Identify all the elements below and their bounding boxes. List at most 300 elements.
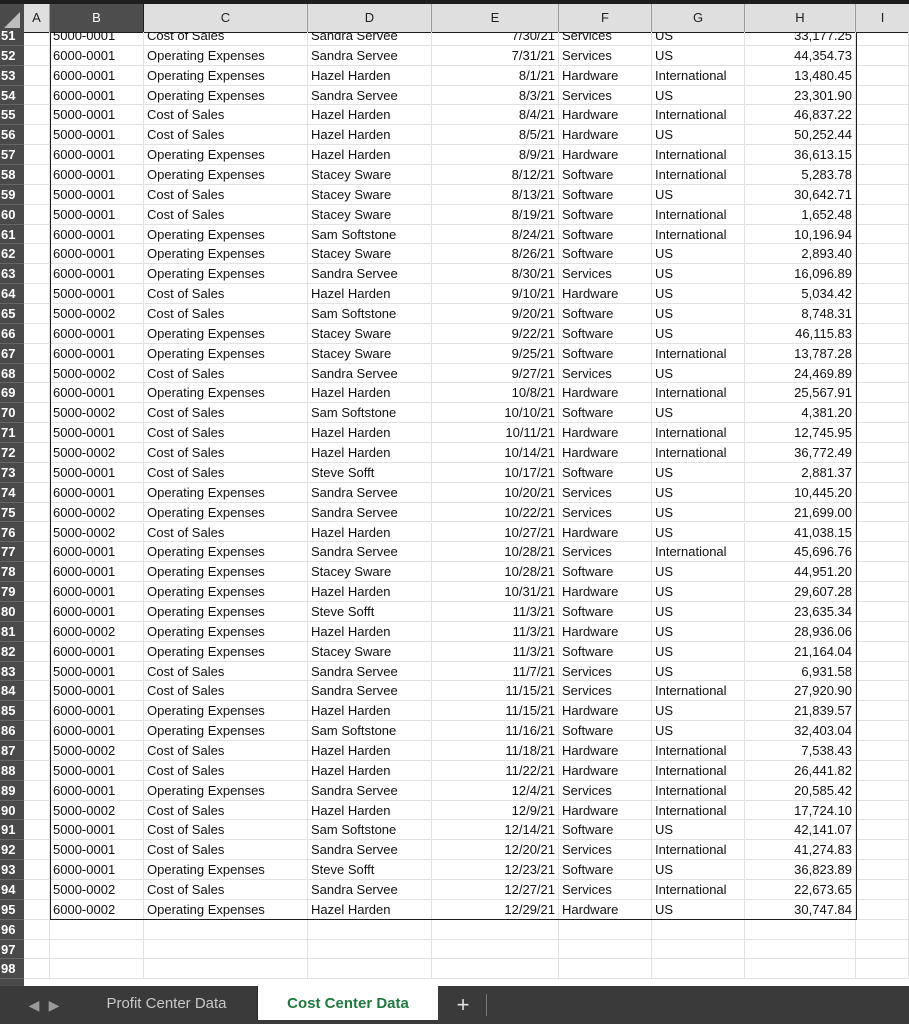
row-header[interactable]: 96: [0, 920, 24, 940]
cell-d[interactable]: Steve Sofft: [308, 860, 432, 879]
row-header[interactable]: 97: [0, 940, 24, 960]
cell-b[interactable]: 6000-0001: [50, 642, 144, 661]
cell-a[interactable]: [24, 523, 50, 542]
cell-h[interactable]: 46,115.83: [745, 324, 856, 343]
cell-i[interactable]: [856, 701, 909, 720]
row-header[interactable]: 80: [0, 602, 24, 622]
row-header[interactable]: 51: [0, 26, 24, 46]
cell-i[interactable]: [856, 105, 909, 124]
cell-g[interactable]: US: [652, 403, 745, 422]
cell-c[interactable]: Cost of Sales: [144, 523, 308, 542]
column-header-g[interactable]: G: [652, 4, 745, 32]
cell-g[interactable]: US: [652, 642, 745, 661]
cell-g[interactable]: [652, 940, 745, 959]
cell-c[interactable]: Operating Expenses: [144, 781, 308, 800]
cell-d[interactable]: [308, 940, 432, 959]
cell-c[interactable]: Operating Expenses: [144, 503, 308, 522]
cell-i[interactable]: [856, 344, 909, 363]
cell-i[interactable]: [856, 443, 909, 462]
column-header-f[interactable]: F: [559, 4, 652, 32]
cell-c[interactable]: Operating Expenses: [144, 602, 308, 621]
row-header[interactable]: 87: [0, 741, 24, 761]
cell-c[interactable]: Cost of Sales: [144, 741, 308, 760]
row-header[interactable]: 69: [0, 383, 24, 403]
cell-a[interactable]: [24, 562, 50, 581]
row-header[interactable]: 77: [0, 542, 24, 562]
cell-d[interactable]: Sandra Servee: [308, 364, 432, 383]
cell-g[interactable]: International: [652, 681, 745, 700]
cell-g[interactable]: US: [652, 185, 745, 204]
cell-e[interactable]: 11/15/21: [432, 681, 559, 700]
cell-f[interactable]: Software: [559, 205, 652, 224]
cell-e[interactable]: 8/1/21: [432, 66, 559, 85]
cell-b[interactable]: 5000-0002: [50, 523, 144, 542]
cell-i[interactable]: [856, 185, 909, 204]
row-header[interactable]: 70: [0, 403, 24, 423]
cell-g[interactable]: US: [652, 86, 745, 105]
cell-g[interactable]: US: [652, 483, 745, 502]
cell-e[interactable]: 8/9/21: [432, 145, 559, 164]
cell-b[interactable]: 6000-0001: [50, 542, 144, 561]
cell-c[interactable]: Cost of Sales: [144, 304, 308, 323]
cell-h[interactable]: 12,745.95: [745, 423, 856, 442]
cell-h[interactable]: 36,613.15: [745, 145, 856, 164]
row-header[interactable]: 63: [0, 264, 24, 284]
cell-e[interactable]: 7/30/21: [432, 32, 559, 45]
cell-a[interactable]: [24, 900, 50, 919]
cell-f[interactable]: Services: [559, 364, 652, 383]
cell-e[interactable]: 10/20/21: [432, 483, 559, 502]
cell-i[interactable]: [856, 602, 909, 621]
row-header[interactable]: 89: [0, 781, 24, 801]
cell-e[interactable]: 10/10/21: [432, 403, 559, 422]
row-header[interactable]: 64: [0, 284, 24, 304]
cell-g[interactable]: US: [652, 900, 745, 919]
cell-b[interactable]: 5000-0002: [50, 304, 144, 323]
cell-b[interactable]: [50, 920, 144, 939]
row-header[interactable]: 88: [0, 761, 24, 781]
cell-f[interactable]: Software: [559, 324, 652, 343]
cell-f[interactable]: [559, 920, 652, 939]
cell-h[interactable]: 36,823.89: [745, 860, 856, 879]
row-header[interactable]: 81: [0, 622, 24, 642]
cell-i[interactable]: [856, 642, 909, 661]
cell-g[interactable]: US: [652, 602, 745, 621]
cell-i[interactable]: [856, 860, 909, 879]
cell-d[interactable]: Hazel Harden: [308, 423, 432, 442]
cell-a[interactable]: [24, 940, 50, 959]
cell-e[interactable]: 9/10/21: [432, 284, 559, 303]
cell-c[interactable]: Operating Expenses: [144, 165, 308, 184]
cell-i[interactable]: [856, 463, 909, 482]
cell-c[interactable]: Operating Expenses: [144, 244, 308, 263]
cell-e[interactable]: 9/20/21: [432, 304, 559, 323]
row-header[interactable]: 60: [0, 205, 24, 225]
cell-h[interactable]: 23,635.34: [745, 602, 856, 621]
cell-i[interactable]: [856, 225, 909, 244]
cell-g[interactable]: US: [652, 860, 745, 879]
cell-c[interactable]: Cost of Sales: [144, 880, 308, 899]
row-header[interactable]: 61: [0, 225, 24, 245]
cell-h[interactable]: 7,538.43: [745, 741, 856, 760]
cell-a[interactable]: [24, 284, 50, 303]
cell-g[interactable]: US: [652, 125, 745, 144]
column-header-h[interactable]: H: [745, 4, 856, 32]
cell-f[interactable]: Services: [559, 86, 652, 105]
cell-d[interactable]: Hazel Harden: [308, 523, 432, 542]
cell-d[interactable]: Sandra Servee: [308, 681, 432, 700]
row-header[interactable]: 83: [0, 662, 24, 682]
cell-b[interactable]: [50, 959, 144, 978]
cell-e[interactable]: 11/3/21: [432, 602, 559, 621]
cell-b[interactable]: 5000-0001: [50, 185, 144, 204]
cell-g[interactable]: International: [652, 840, 745, 859]
cell-a[interactable]: [24, 125, 50, 144]
cell-e[interactable]: 8/5/21: [432, 125, 559, 144]
cell-e[interactable]: 8/30/21: [432, 264, 559, 283]
cell-f[interactable]: Services: [559, 483, 652, 502]
cell-h[interactable]: 21,699.00: [745, 503, 856, 522]
cell-d[interactable]: Sandra Servee: [308, 32, 432, 45]
cell-f[interactable]: Hardware: [559, 582, 652, 601]
cell-e[interactable]: [432, 920, 559, 939]
cell-e[interactable]: 10/17/21: [432, 463, 559, 482]
row-header[interactable]: 68: [0, 364, 24, 384]
cell-i[interactable]: [856, 562, 909, 581]
cell-a[interactable]: [24, 642, 50, 661]
cell-d[interactable]: [308, 959, 432, 978]
cell-g[interactable]: US: [652, 32, 745, 45]
cell-a[interactable]: [24, 185, 50, 204]
cell-f[interactable]: Software: [559, 820, 652, 839]
cell-g[interactable]: International: [652, 66, 745, 85]
cell-g[interactable]: US: [652, 284, 745, 303]
cell-g[interactable]: International: [652, 801, 745, 820]
cell-c[interactable]: [144, 940, 308, 959]
cell-d[interactable]: Hazel Harden: [308, 622, 432, 641]
cell-b[interactable]: 6000-0001: [50, 602, 144, 621]
cell-d[interactable]: Sandra Servee: [308, 264, 432, 283]
cell-b[interactable]: 6000-0001: [50, 781, 144, 800]
cell-c[interactable]: Cost of Sales: [144, 284, 308, 303]
cell-g[interactable]: US: [652, 622, 745, 641]
cell-d[interactable]: Hazel Harden: [308, 284, 432, 303]
cell-a[interactable]: [24, 622, 50, 641]
cell-a[interactable]: [24, 820, 50, 839]
cell-d[interactable]: Hazel Harden: [308, 801, 432, 820]
cell-g[interactable]: US: [652, 264, 745, 283]
cell-f[interactable]: Services: [559, 503, 652, 522]
cell-i[interactable]: [856, 86, 909, 105]
row-header[interactable]: 53: [0, 66, 24, 86]
chevron-left-icon[interactable]: ◀: [28, 997, 40, 1013]
cell-f[interactable]: Software: [559, 463, 652, 482]
tab-profit-center-data[interactable]: Profit Center Data: [76, 986, 258, 1020]
cell-c[interactable]: Operating Expenses: [144, 66, 308, 85]
cell-e[interactable]: 11/15/21: [432, 701, 559, 720]
cell-f[interactable]: Software: [559, 344, 652, 363]
cell-f[interactable]: Services: [559, 781, 652, 800]
cell-d[interactable]: Stacey Sware: [308, 205, 432, 224]
cell-f[interactable]: Software: [559, 225, 652, 244]
cell-h[interactable]: 5,283.78: [745, 165, 856, 184]
cell-d[interactable]: Sandra Servee: [308, 840, 432, 859]
cell-e[interactable]: 10/11/21: [432, 423, 559, 442]
column-header-b[interactable]: B: [50, 4, 144, 32]
cell-e[interactable]: 10/28/21: [432, 542, 559, 561]
cell-c[interactable]: Operating Expenses: [144, 562, 308, 581]
cell-d[interactable]: Stacey Sware: [308, 165, 432, 184]
cell-g[interactable]: US: [652, 662, 745, 681]
cell-g[interactable]: US: [652, 582, 745, 601]
row-header[interactable]: 98: [0, 959, 24, 979]
cell-d[interactable]: Hazel Harden: [308, 105, 432, 124]
row-header[interactable]: 75: [0, 503, 24, 523]
cell-h[interactable]: 4,381.20: [745, 403, 856, 422]
cell-a[interactable]: [24, 86, 50, 105]
cell-b[interactable]: 6000-0001: [50, 225, 144, 244]
cell-h[interactable]: 41,274.83: [745, 840, 856, 859]
cell-c[interactable]: Operating Expenses: [144, 582, 308, 601]
cell-i[interactable]: [856, 542, 909, 561]
cell-i[interactable]: [856, 940, 909, 959]
cell-e[interactable]: 7/31/21: [432, 46, 559, 65]
cell-c[interactable]: Cost of Sales: [144, 463, 308, 482]
cell-a[interactable]: [24, 781, 50, 800]
cell-h[interactable]: 26,441.82: [745, 761, 856, 780]
cell-b[interactable]: 5000-0001: [50, 681, 144, 700]
cell-b[interactable]: 6000-0001: [50, 86, 144, 105]
cell-d[interactable]: Hazel Harden: [308, 701, 432, 720]
cell-a[interactable]: [24, 542, 50, 561]
cell-a[interactable]: [24, 840, 50, 859]
cell-h[interactable]: 46,837.22: [745, 105, 856, 124]
cell-d[interactable]: Sam Softstone: [308, 225, 432, 244]
cell-h[interactable]: 41,038.15: [745, 523, 856, 542]
cell-i[interactable]: [856, 304, 909, 323]
cell-e[interactable]: 12/23/21: [432, 860, 559, 879]
cell-h[interactable]: 24,469.89: [745, 364, 856, 383]
cell-e[interactable]: 12/4/21: [432, 781, 559, 800]
cell-i[interactable]: [856, 205, 909, 224]
cell-c[interactable]: Operating Expenses: [144, 86, 308, 105]
row-header[interactable]: 65: [0, 304, 24, 324]
cell-f[interactable]: Hardware: [559, 741, 652, 760]
cell-a[interactable]: [24, 423, 50, 442]
cell-f[interactable]: Services: [559, 681, 652, 700]
cell-f[interactable]: Software: [559, 165, 652, 184]
cell-f[interactable]: Software: [559, 185, 652, 204]
cell-c[interactable]: Operating Expenses: [144, 900, 308, 919]
cell-e[interactable]: 10/22/21: [432, 503, 559, 522]
cell-d[interactable]: Sandra Servee: [308, 880, 432, 899]
cell-b[interactable]: 6000-0001: [50, 344, 144, 363]
cell-b[interactable]: 5000-0002: [50, 880, 144, 899]
cell-c[interactable]: Operating Expenses: [144, 225, 308, 244]
cell-a[interactable]: [24, 145, 50, 164]
cell-d[interactable]: Sandra Servee: [308, 46, 432, 65]
row-header[interactable]: 72: [0, 443, 24, 463]
cell-a[interactable]: [24, 443, 50, 462]
cell-f[interactable]: Hardware: [559, 801, 652, 820]
cell-b[interactable]: 6000-0001: [50, 324, 144, 343]
cell-h[interactable]: 1,652.48: [745, 205, 856, 224]
cell-f[interactable]: Hardware: [559, 423, 652, 442]
cell-h[interactable]: 23,301.90: [745, 86, 856, 105]
cell-f[interactable]: Hardware: [559, 523, 652, 542]
cell-e[interactable]: 12/20/21: [432, 840, 559, 859]
cell-h[interactable]: 13,787.28: [745, 344, 856, 363]
cell-e[interactable]: 12/27/21: [432, 880, 559, 899]
cell-a[interactable]: [24, 483, 50, 502]
cell-i[interactable]: [856, 880, 909, 899]
cell-f[interactable]: Software: [559, 562, 652, 581]
cell-h[interactable]: 29,607.28: [745, 582, 856, 601]
cell-c[interactable]: Cost of Sales: [144, 185, 308, 204]
cell-c[interactable]: Operating Expenses: [144, 324, 308, 343]
cell-a[interactable]: [24, 304, 50, 323]
cell-e[interactable]: 9/25/21: [432, 344, 559, 363]
cell-e[interactable]: 10/14/21: [432, 443, 559, 462]
cell-a[interactable]: [24, 324, 50, 343]
cell-b[interactable]: 5000-0001: [50, 284, 144, 303]
cell-f[interactable]: [559, 940, 652, 959]
cell-a[interactable]: [24, 46, 50, 65]
cell-f[interactable]: Software: [559, 304, 652, 323]
cell-b[interactable]: 5000-0002: [50, 443, 144, 462]
cell-a[interactable]: [24, 701, 50, 720]
cell-b[interactable]: 6000-0001: [50, 701, 144, 720]
cell-i[interactable]: [856, 32, 909, 45]
cell-c[interactable]: Operating Expenses: [144, 264, 308, 283]
cell-i[interactable]: [856, 66, 909, 85]
cell-f[interactable]: Hardware: [559, 66, 652, 85]
cell-g[interactable]: International: [652, 423, 745, 442]
cell-a[interactable]: [24, 264, 50, 283]
cell-b[interactable]: 6000-0001: [50, 562, 144, 581]
row-header[interactable]: 90: [0, 801, 24, 821]
column-header-a[interactable]: A: [24, 4, 50, 32]
cell-i[interactable]: [856, 801, 909, 820]
cell-g[interactable]: International: [652, 105, 745, 124]
cell-c[interactable]: Operating Expenses: [144, 542, 308, 561]
cell-d[interactable]: Stacey Sware: [308, 324, 432, 343]
cell-g[interactable]: US: [652, 304, 745, 323]
cell-b[interactable]: 5000-0001: [50, 463, 144, 482]
cell-f[interactable]: Hardware: [559, 105, 652, 124]
cell-b[interactable]: 5000-0002: [50, 364, 144, 383]
cell-i[interactable]: [856, 423, 909, 442]
column-header-i[interactable]: I: [856, 4, 909, 32]
cell-b[interactable]: 6000-0001: [50, 244, 144, 263]
cell-g[interactable]: US: [652, 503, 745, 522]
row-header[interactable]: 66: [0, 324, 24, 344]
cell-a[interactable]: [24, 244, 50, 263]
cell-d[interactable]: Sam Softstone: [308, 403, 432, 422]
cell-a[interactable]: [24, 32, 50, 45]
cell-h[interactable]: 45,696.76: [745, 542, 856, 561]
cell-f[interactable]: Hardware: [559, 900, 652, 919]
cell-i[interactable]: [856, 840, 909, 859]
cell-d[interactable]: Sam Softstone: [308, 721, 432, 740]
cell-i[interactable]: [856, 503, 909, 522]
cell-e[interactable]: [432, 959, 559, 978]
cell-d[interactable]: Stacey Sware: [308, 244, 432, 263]
cell-b[interactable]: 6000-0001: [50, 721, 144, 740]
cell-c[interactable]: Cost of Sales: [144, 205, 308, 224]
row-header[interactable]: 84: [0, 681, 24, 701]
column-header-d[interactable]: D: [308, 4, 432, 32]
cell-i[interactable]: [856, 622, 909, 641]
cell-e[interactable]: 8/24/21: [432, 225, 559, 244]
cell-d[interactable]: Sandra Servee: [308, 86, 432, 105]
cell-d[interactable]: Sandra Servee: [308, 483, 432, 502]
cell-h[interactable]: 36,772.49: [745, 443, 856, 462]
cell-a[interactable]: [24, 205, 50, 224]
cell-e[interactable]: 8/19/21: [432, 205, 559, 224]
cell-h[interactable]: 20,585.42: [745, 781, 856, 800]
cell-g[interactable]: International: [652, 542, 745, 561]
cell-c[interactable]: Cost of Sales: [144, 801, 308, 820]
cell-h[interactable]: 27,920.90: [745, 681, 856, 700]
cell-d[interactable]: Hazel Harden: [308, 66, 432, 85]
cell-d[interactable]: Hazel Harden: [308, 582, 432, 601]
cell-h[interactable]: 13,480.45: [745, 66, 856, 85]
cell-b[interactable]: 5000-0001: [50, 662, 144, 681]
row-header[interactable]: 59: [0, 185, 24, 205]
cell-d[interactable]: Sam Softstone: [308, 820, 432, 839]
cell-d[interactable]: Steve Sofft: [308, 602, 432, 621]
cell-d[interactable]: [308, 920, 432, 939]
cell-e[interactable]: 10/28/21: [432, 562, 559, 581]
cell-d[interactable]: Hazel Harden: [308, 741, 432, 760]
cell-h[interactable]: 16,096.89: [745, 264, 856, 283]
cell-a[interactable]: [24, 463, 50, 482]
cell-h[interactable]: 21,839.57: [745, 701, 856, 720]
cell-a[interactable]: [24, 920, 50, 939]
cell-f[interactable]: Services: [559, 880, 652, 899]
chevron-right-icon[interactable]: ▶: [48, 997, 60, 1013]
cell-g[interactable]: US: [652, 701, 745, 720]
cell-f[interactable]: Software: [559, 602, 652, 621]
cell-h[interactable]: 2,881.37: [745, 463, 856, 482]
cell-b[interactable]: 5000-0001: [50, 105, 144, 124]
row-header[interactable]: 86: [0, 721, 24, 741]
cell-a[interactable]: [24, 165, 50, 184]
cell-e[interactable]: 10/8/21: [432, 383, 559, 402]
cell-b[interactable]: 6000-0001: [50, 483, 144, 502]
cell-g[interactable]: International: [652, 880, 745, 899]
cell-i[interactable]: [856, 284, 909, 303]
cell-f[interactable]: Hardware: [559, 701, 652, 720]
cell-e[interactable]: [432, 940, 559, 959]
cell-e[interactable]: 11/16/21: [432, 721, 559, 740]
cell-g[interactable]: US: [652, 721, 745, 740]
cell-i[interactable]: [856, 721, 909, 740]
cell-d[interactable]: Hazel Harden: [308, 900, 432, 919]
cell-g[interactable]: International: [652, 225, 745, 244]
cell-i[interactable]: [856, 959, 909, 978]
cell-i[interactable]: [856, 523, 909, 542]
cell-g[interactable]: International: [652, 761, 745, 780]
cell-a[interactable]: [24, 66, 50, 85]
row-header[interactable]: 55: [0, 105, 24, 125]
cell-c[interactable]: Cost of Sales: [144, 403, 308, 422]
cell-d[interactable]: Sandra Servee: [308, 662, 432, 681]
cell-h[interactable]: 33,177.25: [745, 32, 856, 45]
cell-c[interactable]: Cost of Sales: [144, 423, 308, 442]
cell-c[interactable]: Cost of Sales: [144, 662, 308, 681]
